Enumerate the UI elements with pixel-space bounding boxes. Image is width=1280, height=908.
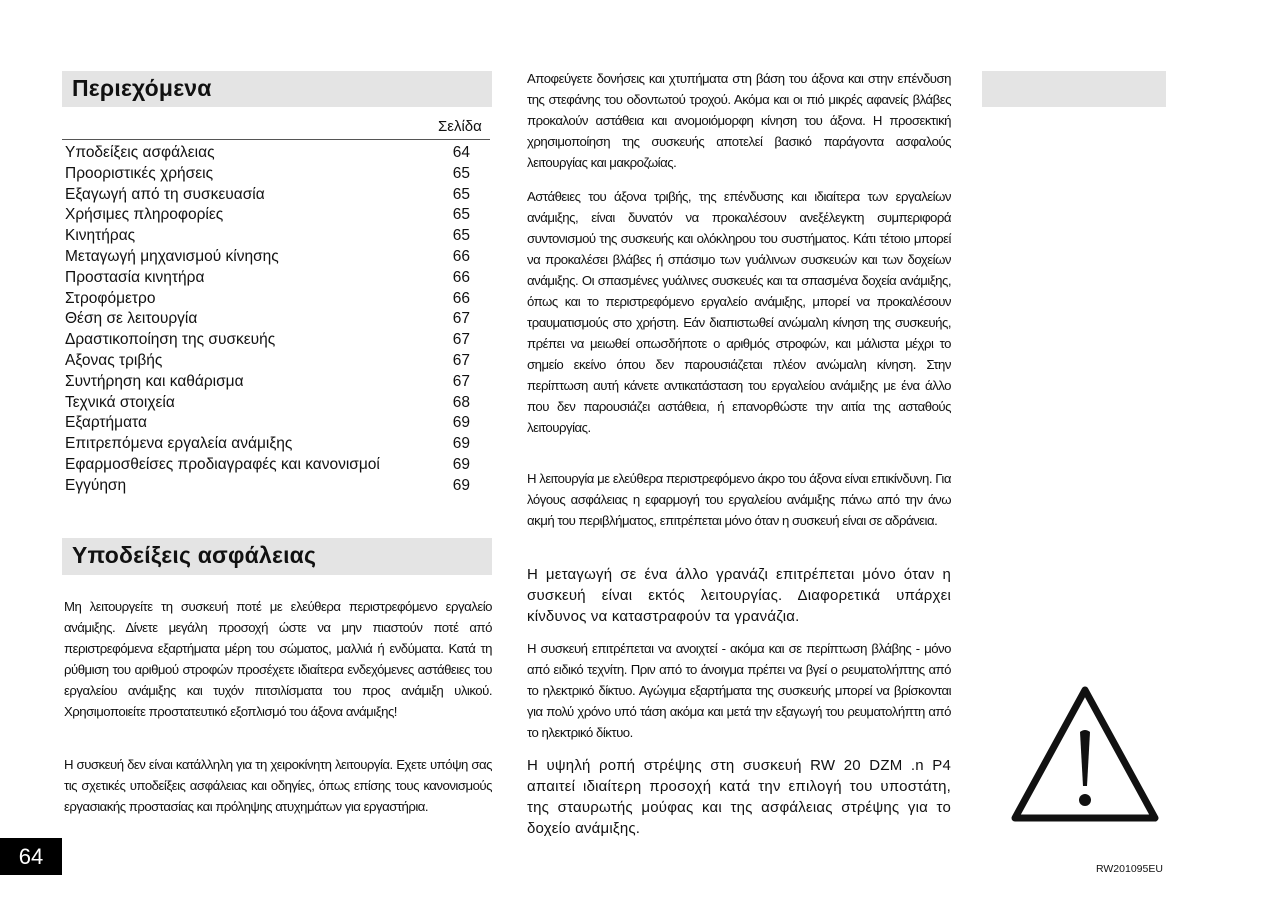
toc-entry-label: Δραστικοποίηση της συσκευής <box>65 331 276 349</box>
toc-entry <box>65 455 470 476</box>
body-paragraph-3: Η λειτουργία με ελεύθερα περιστρεφόμενο άκρο του άξονα είναι επικίνδυνη. Για λόγους ασφάλειας η εφαρμογή του εργαλείου ανάμιξης πάνω από την άνω ακμή του περιβλήματος, επιτρέπεται μόνο όταν η συσκευή είναι σε αδράνεια. <box>527 471 951 528</box>
toc-entry-label: Τεχνικά στοιχεία <box>65 393 175 411</box>
toc-entry-page: 65 <box>452 227 470 245</box>
toc-title: Περιεχόμενα <box>72 75 212 101</box>
body-paragraph-2: Αστάθειες του άξονα τριβής, της επένδυσης και ιδιαίτερα των εργαλείων ανάμιξης, είναι δυνατόν να προκαλέσουν ανεξέλεγκτη συμπεριφορά συντονισμού της συσκευής και ολόκληρου του συστήματος. Κάτι τέτοιο μπορεί να προκαλέσει βλάβες ή σπάσιμο των γυάλινων συσκευών και των δοχείων ανάμιξης. Οι σπασμένες γυάλινες συσκευές και τα σπασμένα δοχεία ανάμιξης, όπως και το περιστρεφόμενο εργαλείο ανάμιξης, μπορεί να προκαλέσουν τραυματισμούς στο χρήστη. Εάν διαπιστωθεί ανώμαλη κίνηση της συσκευής, πρέπει να μειωθεί οπωσδήποτε ο αριθμός στροφών, και μάλιστα μέχρι το σημείο εκείνο όπου δεν παρουσιάζεται πλέον ανώμαλη κίνηση. Στην περίπτωση αυτή κάνετε αντικατάσταση του εργαλείου ανάμιξης με ένα άλλο που δεν παρουσιάζει αστάθεια, ή επανορθώστε την αιτία της ασταθούς λειτουργίας. <box>527 189 951 435</box>
toc-entry-page: 66 <box>452 289 470 307</box>
toc-entry <box>65 393 470 414</box>
toc-entry-label: Συντήρηση και καθάρισμα <box>65 372 244 390</box>
toc-entry <box>65 476 470 497</box>
toc-entry <box>65 309 470 330</box>
toc-entry-page: 66 <box>452 268 470 286</box>
toc-entry <box>65 372 470 393</box>
toc-entry-label: Αξονας τριβής <box>65 351 163 369</box>
toc-entry-page: 65 <box>452 206 470 224</box>
toc-entry-page: 67 <box>452 351 470 369</box>
toc-entry <box>65 434 470 455</box>
toc-entry <box>65 413 470 434</box>
toc-entry-page: 69 <box>452 476 470 494</box>
toc-entry-page: 68 <box>452 393 470 411</box>
toc-entry-page: 69 <box>452 414 470 432</box>
toc-entry <box>65 164 470 185</box>
toc-entry-label: Στροφόμετρο <box>65 289 156 307</box>
safety-paragraph-2: Η συσκευή δεν είναι κατάλληλη για τη χειροκίνητη λειτουργία. Εχετε υπόψη σας τις σχετικές υποδείξεις ασφάλειας και οδηγίες, όπως επίσης τους κανονισμούς εργασιακής προστασίας και πρόληψης ατυχημάτων για εργαστήρια. <box>64 757 492 814</box>
toc-entry-label: Προοριστικές χρήσεις <box>65 164 214 182</box>
toc-entry <box>65 330 470 351</box>
toc-entry-page: 65 <box>452 185 470 203</box>
toc-entry <box>65 351 470 372</box>
warning-triangle-icon <box>1010 684 1160 824</box>
toc-entry-page: 69 <box>452 435 470 453</box>
toc-entry-label: Υποδείξεις ασφάλειας <box>65 144 215 161</box>
body-paragraph-6: Η υψηλή ροπή στρέψης στη συσκευή RW 20 DZM .n P4 απαιτεί ιδιαίτερη προσοχή κατά την επιλογή του υποστάτη, της σταυρωτής μούφας και της ασφάλειας στρέψης για το δοχείο ανάμιξης. <box>527 757 951 837</box>
toc-entry <box>65 247 470 268</box>
safety-header <box>62 538 492 575</box>
body-paragraph-5: Η συσκευή επιτρέπεται να ανοιχτεί - ακόμα και σε περίπτωση βλάβης - μόνο από ειδικό τεχνίτη. Πριν από το άνοιγμα πρέπει να βγεί ο ρευματολήπτης από το ηλεκτρικό δίκτυο. Αγώγιμα εξαρτήματα της συσκευής μπορεί να βρίσκονται για πολύ χρόνο υπό τάση ακόμα και μετά την εξαγωγή του ρευματολήπτη από το ηλεκτρικό δίκτυο. <box>527 641 951 740</box>
toc-divider <box>62 139 490 140</box>
right-header-band <box>982 71 1166 107</box>
toc-entry <box>65 226 470 247</box>
toc-entry <box>65 143 470 164</box>
toc-entry-label: Χρήσιμες πληροφορίες <box>65 206 224 224</box>
body-paragraph-1: Αποφεύγετε δονήσεις και χτυπήματα στη βάση του άξονα και στην επένδυση της στεφάνης του οδοντωτού τροχού. Ακόμα και οι πιό μικρές αφανείς βλάβες προκαλούν αστάθεια και ανομοιόμορφη κίνηση του άξονα. Η προσεκτική χρησιμοποίηση της συσκευής αποτελεί βασικό παράγοντα ασφαλούς λειτουργίας και μακροζωίας. <box>527 71 951 170</box>
toc-entry-page: 69 <box>452 455 470 473</box>
page-number: 64 <box>0 838 62 875</box>
toc-list <box>65 143 470 497</box>
toc-entry-label: Θέση σε λειτουργία <box>65 310 198 328</box>
body-paragraph-4: Η μεταγωγή σε ένα άλλο γρανάζι επιτρέπεται μόνο όταν η συσκευή είναι εκτός λειτουργίας. Διαφορετικά υπάρχει κίνδυνος να καταστραφούν τα γρανάζια. <box>527 566 951 625</box>
toc-entry-label: Επιτρεπόμενα εργαλεία ανάμιξης <box>65 435 293 453</box>
toc-entry-label: Εφαρμοσθείσες προδιαγραφές και κανονισμοί <box>65 455 380 473</box>
toc-entry-page: 66 <box>452 247 470 265</box>
toc-entry <box>65 289 470 310</box>
toc-entry-label: Κινητήρας <box>65 227 136 245</box>
safety-title: Υποδείξεις ασφάλειας <box>72 542 317 568</box>
toc-entry-page: 67 <box>452 310 470 328</box>
toc-header <box>62 71 492 107</box>
safety-paragraph-1: Μη λειτουργείτε τη συσκευή ποτέ με ελεύθερα περιστρεφόμενο εργαλείο ανάμιξης. Δίνετε μεγάλη προσοχή ώστε να μην πιαστούν ποτέ από περιστρεφόμενα εξαρτήματα μέρη του σώματος, μαλλιά ή ενδύματα. Κατά τη ρύθμιση του αριθμού στροφών προσέχετε ιδιαίτερα ενδεχόμενες αστάθειες του εργαλείου ανάμιξης και τυχόν πιτσιλίσματα του προς ανάμιξη υλικού. Χρησιμοποιείτε προστατευτικό εξοπλισμό του άξονα ανάμιξης! <box>64 599 492 719</box>
toc-entry <box>65 205 470 226</box>
toc-entry <box>65 185 470 206</box>
toc-entry-page: 67 <box>452 331 470 349</box>
toc-entry-page: 64 <box>452 144 470 161</box>
toc-entry-label: Μεταγωγή μηχανισμού κίνησης <box>65 247 279 265</box>
toc-entry-label: Εγγύηση <box>65 476 127 494</box>
toc-entry <box>65 268 470 289</box>
toc-entry-label: Προστασία κινητήρα <box>65 268 205 286</box>
toc-entry-label: Εξαγωγή από τη συσκευασία <box>65 185 265 203</box>
toc-page-column-label: Σελίδα <box>438 118 482 135</box>
toc-entry-label: Εξαρτήματα <box>65 414 147 432</box>
document-code: RW201095EU <box>1096 863 1163 875</box>
toc-entry-page: 67 <box>452 372 470 390</box>
toc-entry-page: 65 <box>452 164 470 182</box>
